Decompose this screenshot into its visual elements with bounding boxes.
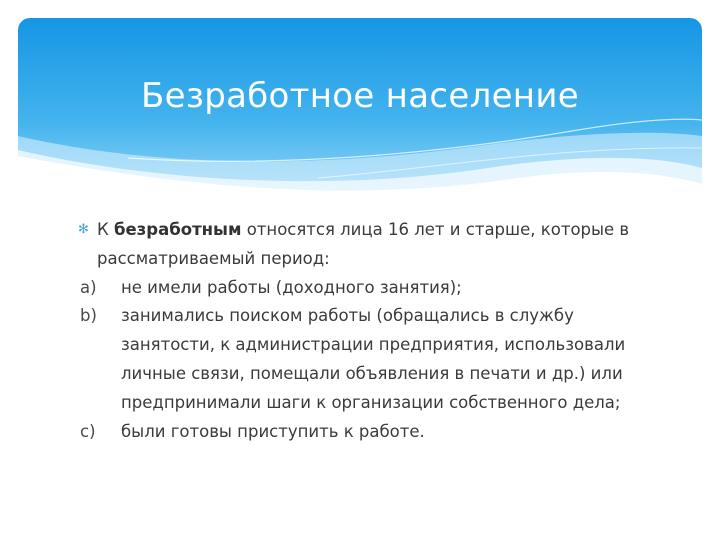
list-item [78,302,668,417]
list-item-text: были готовы приступить к работе. [121,421,425,441]
asterisk-icon: ✻ [78,222,89,237]
list-marker: b) [80,306,97,326]
intro-rest: относятся лица 16 лет и старше, которые в рассматриваемый период: [97,220,630,268]
intro-bold-term: безработным [113,220,242,239]
list-item-text: не имели работы (доходного занятия); [121,277,462,297]
title-banner [18,18,702,210]
list-item [78,418,668,447]
list-item-text: занимались поиском работы (обращались в службу занятости, к администрации предприятия, использовали личные связи, помещали объявления в печати и др.) или предпринимали шаги к организации собственного дела; [121,306,626,412]
intro-prefix: К [97,220,114,239]
intro-paragraph [78,216,668,274]
slide-title: Безработное население [141,76,579,116]
list-item [78,274,668,303]
list-marker: a) [80,277,97,297]
list-marker: c) [80,421,96,441]
content-body [78,216,668,446]
